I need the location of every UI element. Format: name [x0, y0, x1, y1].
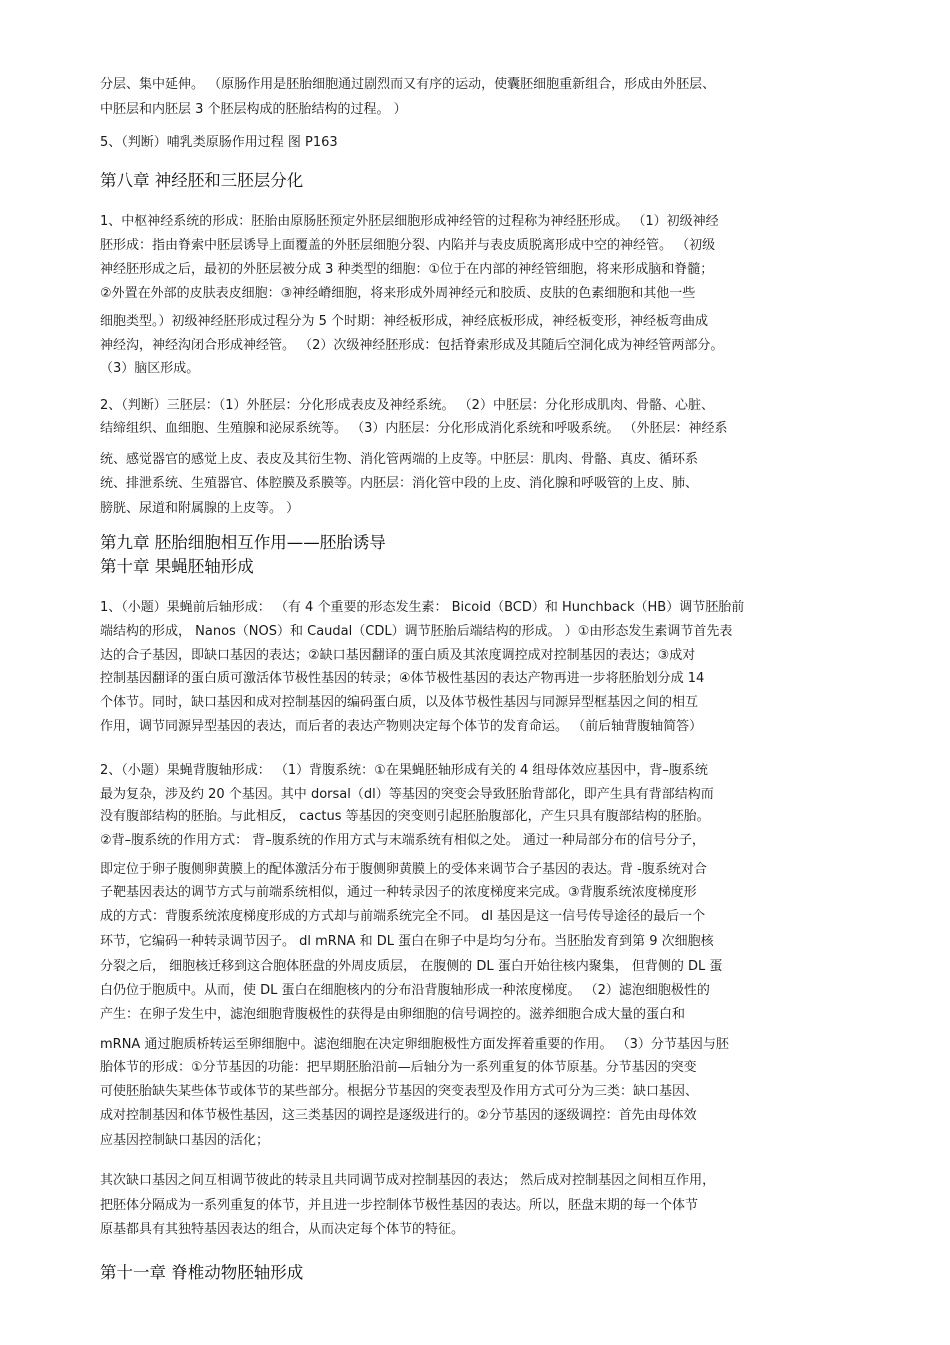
text-line: 膀胱、尿道和附属腺的上皮等。 ） [100, 501, 300, 516]
text-line: 白仍位于胞质中。从而，使 DL 蛋白在细胞核内的分布沿背腹轴形成一种浓度梯度。 （2）滤泡细胞极性的 [100, 983, 710, 998]
text-line: 分层、集中延伸。 （原肠作用是胚胎细胞通过剧烈而又有序的运动，使囊胚细胞重新组合，形成由外胚层、 [100, 77, 716, 92]
text-line: 2、（判断）三胚层：（1）外胚层：分化形成表皮及神经系统。 （2）中胚层：分化形成肌肉、骨骼、心脏、 [100, 398, 714, 413]
text-line: 统、排泄系统、生殖器官、体腔膜及系膜等。内胚层：消化管中段的上皮、消化腺和呼吸管的上皮、肺、 [100, 476, 699, 491]
text-line: 1、中枢神经系统的形成：胚胎由原肠胚预定外胚层细胞形成神经管的过程称为神经胚形成。 （1）初级神经 [100, 214, 719, 229]
chapter-heading-11: 第十一章 脊椎动物胚轴形成 [100, 1263, 304, 1282]
text-line: 把胚体分隔成为一系列重复的体节，并且进一步控制体节极性基因的表达。所以，胚盘末期的每一个体节 [100, 1198, 699, 1213]
text-line: 成对控制基因和体节极性基因，这三类基因的调控是逐级进行的。②分节基因的逐级调控：首先由母体效 [100, 1108, 697, 1123]
text-line: 控制基因翻译的蛋白质可激活体节极性基因的转录；④体节极性基因的表达产物再进一步将胚胎划分成 14 [100, 671, 705, 686]
text-line: ②外置在外部的皮肤表皮细胞：③神经嵴细胞，将来形成外周神经元和胶质、皮肤的色素细胞和其他一些 [100, 286, 696, 301]
text-line: mRNA 通过胞质桥转运至卵细胞中。滤泡细胞在决定卵细胞极性方面发挥着重要的作用。 （3）分节基因与胚 [100, 1037, 729, 1052]
text-line: 没有腹部结构的胚胎。与此相反， cactus 等基因的突变则引起胚胎腹部化，产生只具有腹部结构的胚胎。 [100, 809, 710, 824]
text-line: 神经沟，神经沟闭合形成神经管。 （2）次级神经胚形成：包括脊索形成及其随后空洞化成为神经管两部分。 [100, 338, 724, 353]
text-line: （3）脑区形成。 [100, 361, 200, 376]
text-line: 1、（小题）果蝇前后轴形成： （有 4 个重要的形态发生素： Bicoid（BCD）和 Hunchback（HB）调节胚胎前 [100, 600, 745, 615]
text-line: 神经胚形成之后，最初的外胚层被分成 3 种类型的细胞：①位于在内部的神经管细胞，将来形成脑和脊髓； [100, 262, 714, 277]
text-line: 作用，调节同源异型基因的表达，而后者的表达产物则决定每个体节的发育命运。 （前后轴背腹轴简答） [100, 719, 703, 734]
text-line: ②背–腹系统的作用方式： 背–腹系统的作用方式与末端系统有相似之处。 通过一种局部分布的信号分子， [100, 833, 705, 848]
text-line: 统、感觉器官的感觉上皮、表皮及其衍生物、消化管两端的上皮等。中胚层：肌肉、骨骼、真皮、循环系 [100, 452, 699, 467]
chapter-heading-9: 第九章 胚胎细胞相互作用——胚胎诱导 [100, 533, 386, 552]
text-line: 应基因控制缺口基因的活化； [100, 1133, 270, 1148]
text-line: 中胚层和内胚层 3 个胚层构成的胚胎结构的过程。 ） [100, 102, 407, 117]
text-line: 可使胚胎缺失某些体节或体节的某些部分。根据分节基因的突变表型及作用方式可分为三类：缺口基因、 [100, 1084, 699, 1099]
text-line: 原基都具有其独特基因表达的组合，从而决定每个体节的特征。 [100, 1222, 465, 1237]
chapter-heading-10: 第十章 果蝇胚轴形成 [100, 557, 254, 576]
text-line: 环节，它编码一种转录调节因子。 dl mRNA 和 DL 蛋白在卵子中是均匀分布。当胚胎发育到第 9 次细胞核 [100, 934, 714, 949]
text-line: 胎体节的形成：①分节基因的功能：把早期胚胎沿前—后轴分为一系列重复的体节原基。分节基因的突变 [100, 1060, 697, 1075]
text-line: 个体节。同时，缺口基因和成对控制基因的编码蛋白质，以及体节极性基因与同源异型框基因之间的相互 [100, 695, 699, 710]
text-line: 2、（小题）果蝇背腹轴形成： （1）背腹系统：①在果蝇胚轴形成有关的 4 组母体效应基因中，背–腹系统 [100, 763, 708, 778]
text-line: 最为复杂，涉及约 20 个基因。其中 dorsal（dl）等基因的突变会导致胚胎背部化，即产生具有背部结构而 [100, 787, 714, 802]
text-line: 5、（判断）哺乳类原肠作用过程 图 P163 [100, 135, 338, 150]
text-line: 分裂之后， 细胞核迁移到这合胞体胚盘的外周皮质层， 在腹侧的 DL 蛋白开始往核内聚集， 但背侧的 DL 蛋 [100, 959, 723, 974]
text-line: 其次缺口基因之间互相调节彼此的转录且共同调节成对控制基因的表达； 然后成对控制基因之间相互作用， [100, 1173, 716, 1188]
text-line: 即定位于卵子腹侧卵黄膜上的配体激活分布于腹侧卵黄膜上的受体来调节合子基因的表达。背 -腹系统对合 [100, 862, 707, 877]
text-line: 端结构的形成， Nanos（NOS）和 Caudal（CDL）调节胚胎后端结构的形成。 ）①由形态发生素调节首先表 [100, 624, 733, 639]
chapter-heading-8: 第八章 神经胚和三胚层分化 [100, 171, 304, 190]
text-line: 成的方式：背腹系统浓度梯度形成的方式却与前端系统完全不同。 dl 基因是这一信号传导途径的最后一个 [100, 909, 706, 924]
text-line: 细胞类型。）初级神经胚形成过程分为 5 个时期：神经板形成，神经底板形成，神经板变形，神经板弯曲成 [100, 314, 709, 329]
text-line: 胚形成：指由脊索中胚层诱导上面覆盖的外胚层细胞分裂、内陷并与表皮质脱离形成中空的神经管。 （初级 [100, 238, 716, 253]
text-line: 子靶基因表达的调节方式与前端系统相似，通过一种转录因子的浓度梯度来完成。③背腹系统浓度梯度形 [100, 885, 697, 900]
text-line: 结缔组织、血细胞、生殖腺和泌尿系统等。 （3）内胚层：分化形成消化系统和呼吸系统。 （外胚层：神经系 [100, 421, 728, 436]
text-line: 产生：在卵子发生中，滤泡细胞背腹极性的获得是由卵细胞的信号调控的。滋养细胞合成大量的蛋白和 [100, 1007, 686, 1022]
text-line: 达的合子基因，即缺口基因的表达；②缺口基因翻译的蛋白质及其浓度调控成对控制基因的表达；③成对 [100, 648, 696, 663]
